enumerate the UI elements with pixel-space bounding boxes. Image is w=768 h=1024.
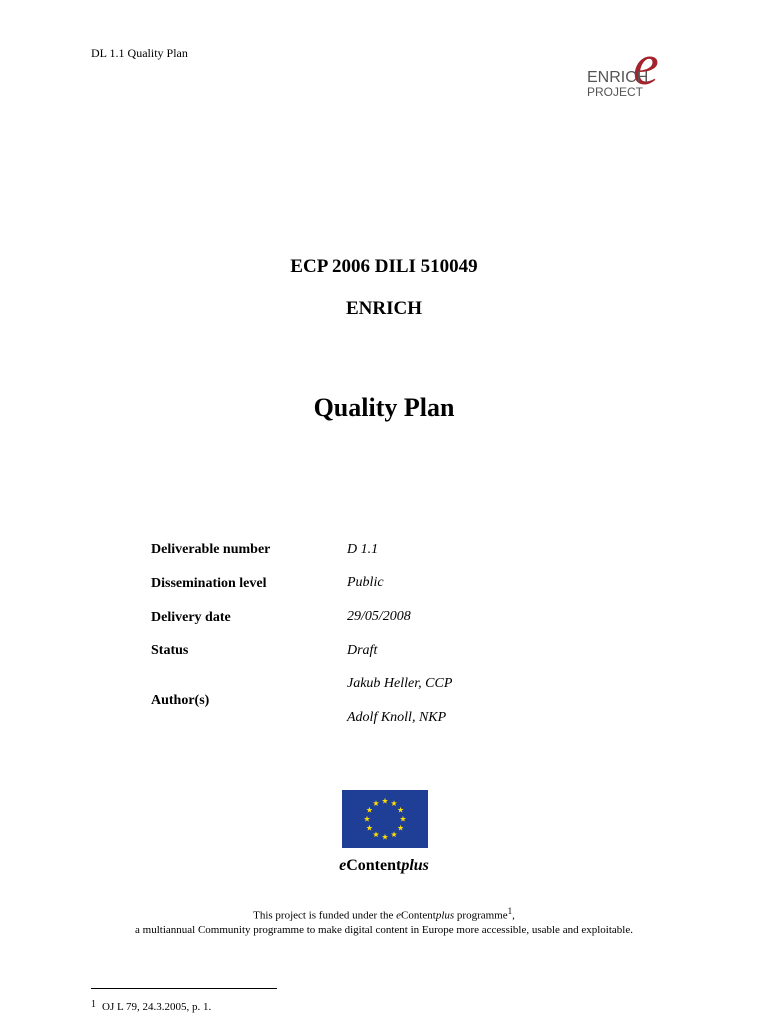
footnote (91, 1001, 211, 1013)
funding-statement: This project is funded under the eContentplus programme$^1$, (253, 906, 515, 922)
enrich-project-logo (585, 46, 677, 102)
footnote-text: OJ L 79, 24.3.2005, p. 1. (102, 1001, 212, 1013)
deliverable-number-label: Deliverable number (151, 542, 271, 557)
author-2-value: Adolf Knoll, NKP (347, 710, 447, 725)
deliverable-number-value: D 1.1 (347, 542, 379, 557)
dissemination-level-value: Public (347, 575, 384, 590)
author-1-value: Jakub Heller, CCP (347, 676, 453, 691)
authors-label: Author(s) (151, 693, 210, 708)
project-code: ECP 2006 DILI 510049 (290, 256, 478, 277)
eu-flag-icon (342, 790, 428, 848)
logo-text-main: ENRICH (587, 69, 649, 86)
delivery-date-label: Delivery date (151, 610, 231, 625)
status-label: Status (151, 643, 189, 658)
document-title: Quality Plan (313, 393, 455, 422)
status-value: Draft (347, 643, 378, 658)
footnote-reference[interactable]: 1 (507, 906, 513, 916)
project-acronym: ENRICH (345, 298, 422, 319)
running-header: DL 1.1 Quality Plan (91, 46, 188, 60)
econtent-prefix: e (339, 857, 347, 874)
econtentplus-logo-text (0, 857, 768, 875)
logo-text-sub: PROJECT (587, 85, 644, 99)
footnote-marker: 1 (91, 999, 96, 1010)
footnote-divider (91, 988, 277, 989)
delivery-date-value: 29/05/2008 (347, 609, 411, 624)
funding-description: a multiannual Community programme to make digital content in Europe more accessible, usable and exploitable. (135, 924, 633, 936)
econtent-suffix: plus (401, 857, 429, 874)
logo-e-letter: e (633, 46, 659, 97)
dissemination-level-label: Dissemination level (151, 576, 267, 591)
econtent-main: Content (346, 857, 402, 874)
